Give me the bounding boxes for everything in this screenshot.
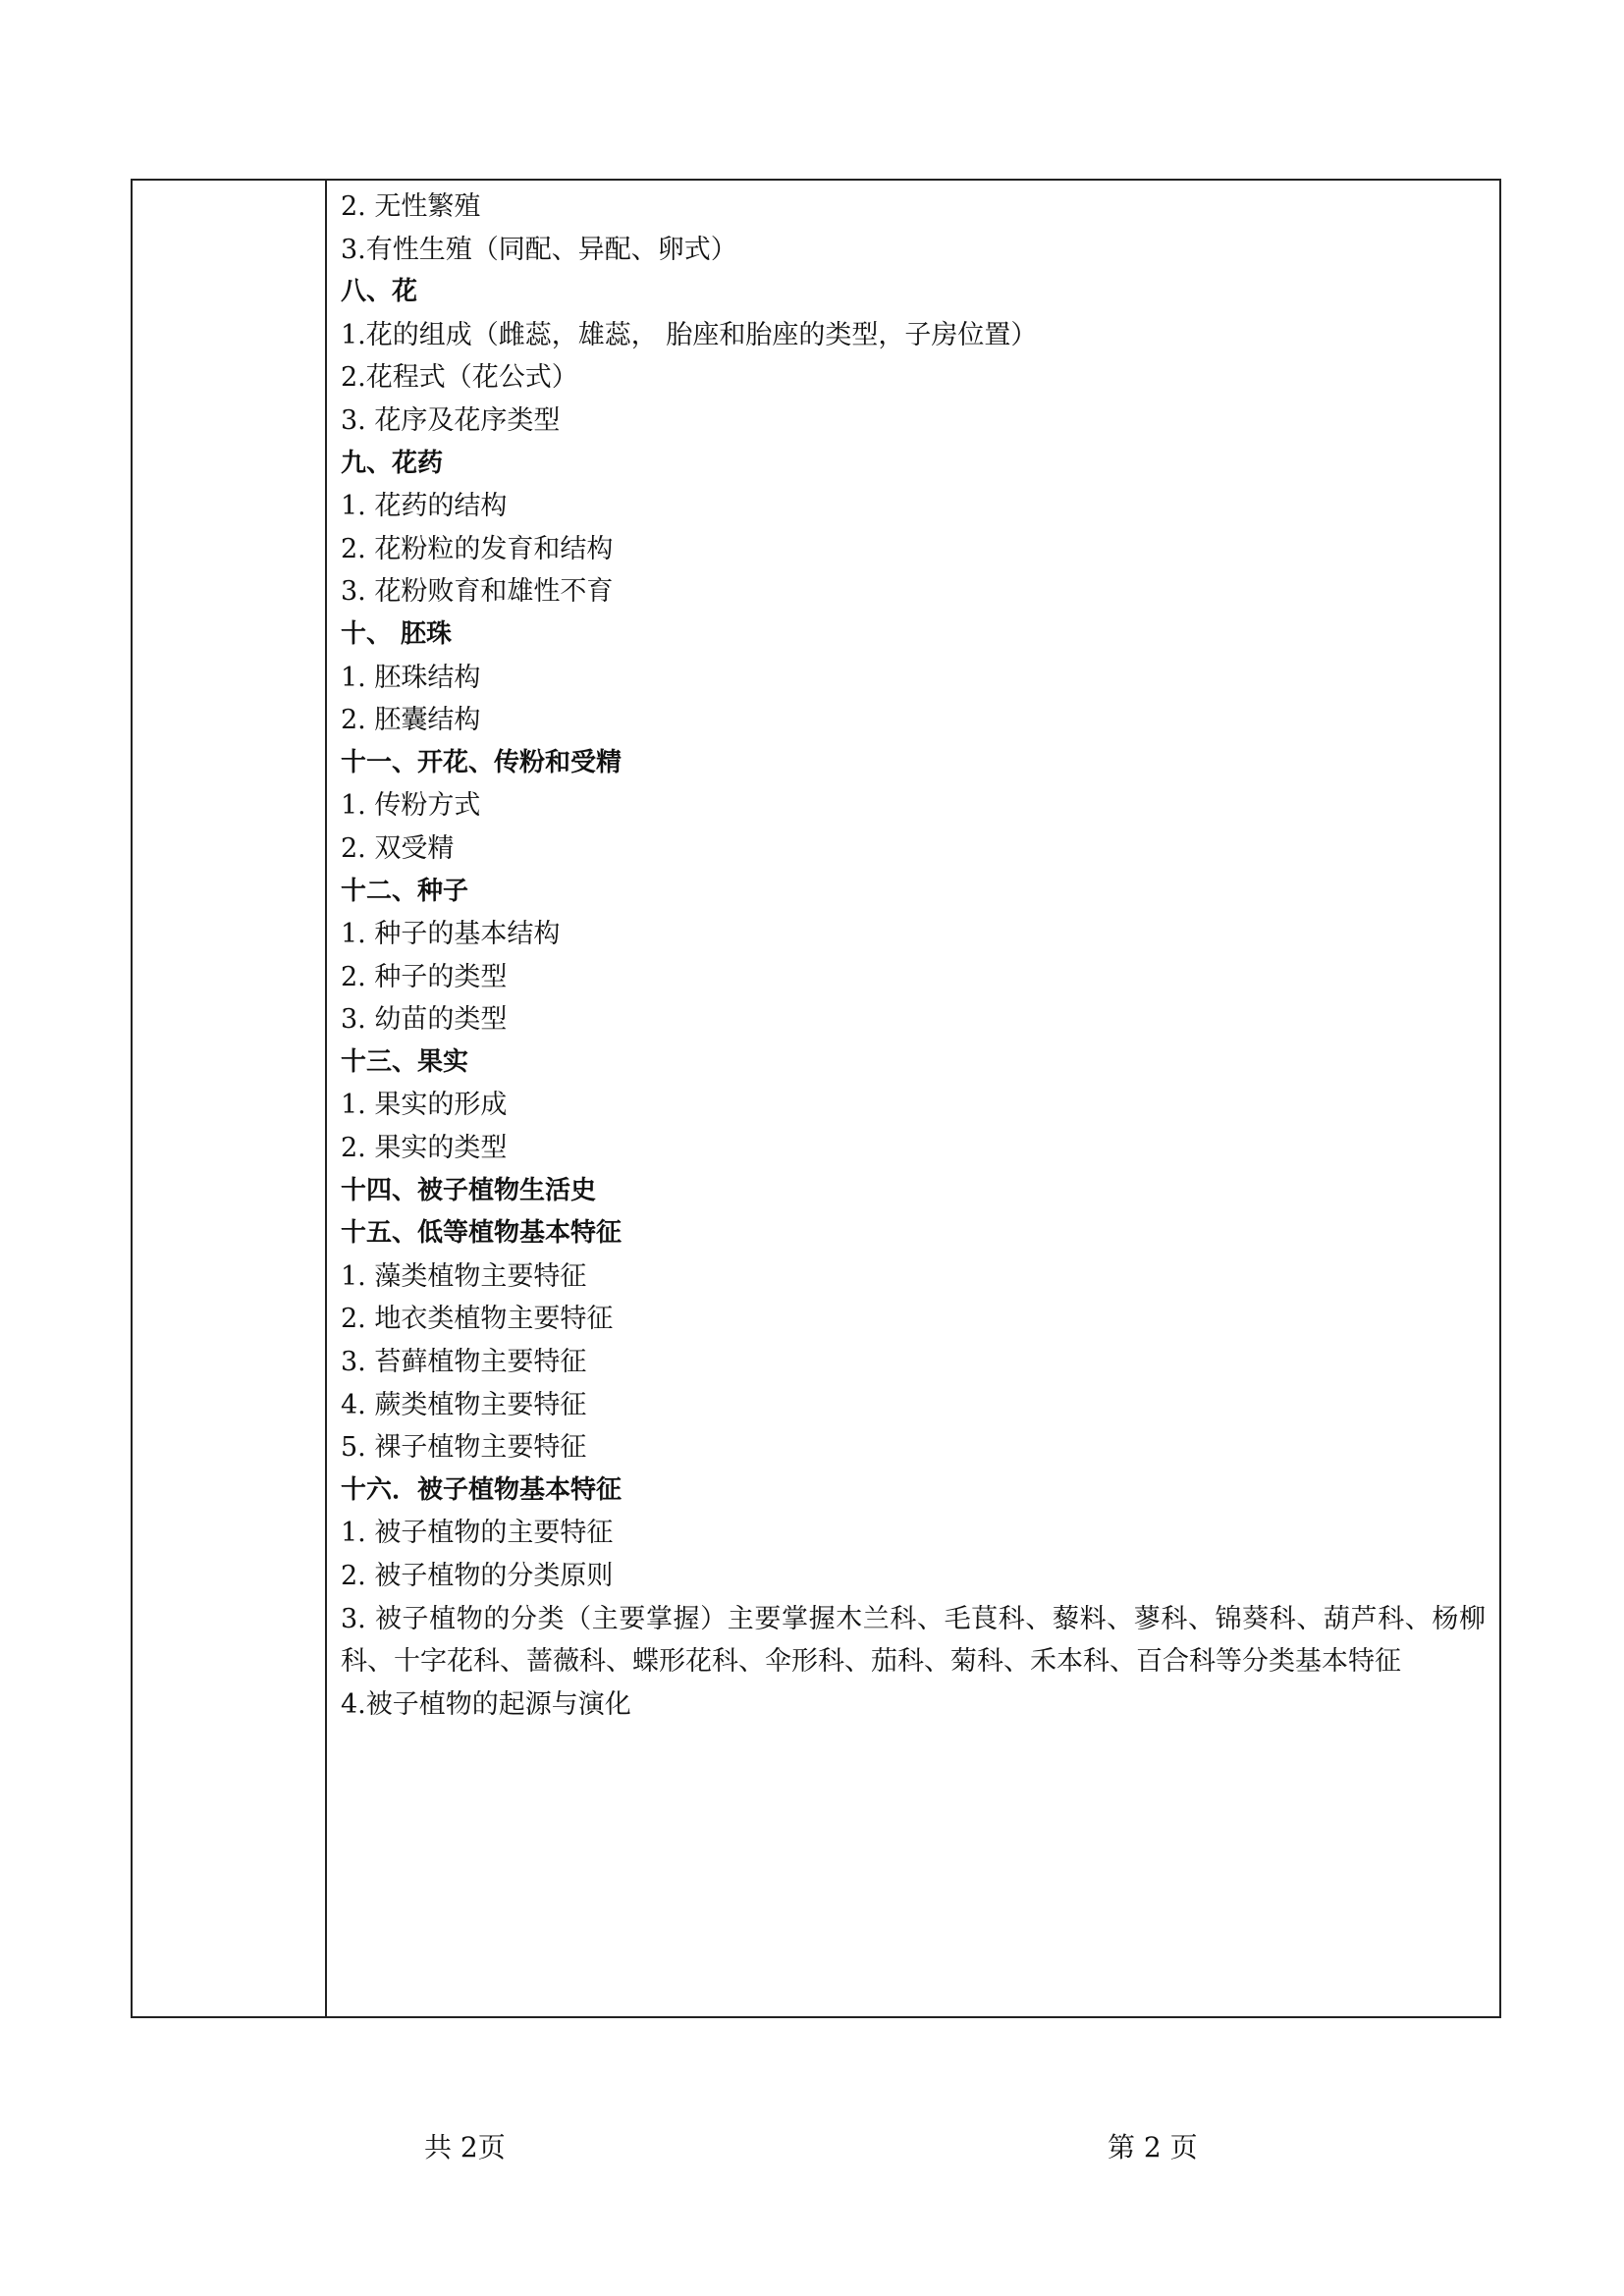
outline-item: 2.花程式（花公式） (341, 362, 578, 394)
section-heading: 十五、低等植物基本特征 (341, 1218, 623, 1249)
section-heading: 十一、开花、传粉和受精 (341, 747, 623, 777)
section-heading: 十二、种子 (341, 876, 469, 906)
section-heading: 九、花药 (341, 448, 444, 478)
outline-item: 4.被子植物的起源与演化 (341, 1688, 631, 1720)
outline-item: 1. 胚珠结构 (341, 662, 481, 693)
table-left-column (133, 181, 327, 2016)
outline-item: 5. 裸子植物主要特征 (341, 1432, 587, 1464)
outline-item: 3.有性生殖（同配、异配、卵式） (341, 234, 737, 265)
outline-item: 1. 被子植物的主要特征 (341, 1518, 614, 1549)
outline-item: 2. 种子的类型 (341, 961, 508, 992)
outline-item: 3. 被子植物的分类（主要掌握）主要掌握木兰科、毛茛科、藜料、蓼科、锦葵科、葫芦科、杨柳科、十字花科、蔷薇科、蝶形花科、伞形科、茄科、菊科、禾本科、百合科等分类基本特征 (341, 1603, 1486, 1678)
outline-item: 2. 地衣类植物主要特征 (341, 1304, 614, 1335)
outline-item: 3. 花序及花序类型 (341, 404, 561, 436)
footer-total-pages: 共 2页 (424, 2131, 506, 2163)
outline-item: 3. 幼苗的类型 (341, 1004, 508, 1036)
footer-page-number: 第 2 页 (1108, 2131, 1198, 2163)
section-heading: 八、花 (341, 277, 418, 307)
table-content-column (329, 181, 1499, 2016)
outline-item: 1. 传粉方式 (341, 790, 481, 822)
section-heading: 十、 胚珠 (341, 618, 453, 649)
outline-item: 2. 花粉粒的发育和结构 (341, 533, 614, 564)
outline-item: 4. 蕨类植物主要特征 (341, 1389, 587, 1420)
outline-item: 1. 果实的形成 (341, 1090, 508, 1121)
outline-item: 1. 藻类植物主要特征 (341, 1260, 587, 1292)
outline-item: 3. 花粉败育和雄性不育 (341, 576, 614, 608)
outline-item: 2. 双受精 (341, 832, 455, 864)
outline-item: 3. 苔藓植物主要特征 (341, 1347, 587, 1378)
outline-item: 2. 胚囊结构 (341, 705, 481, 736)
outline-item: 2. 果实的类型 (341, 1133, 508, 1164)
outline-item: 1. 花药的结构 (341, 491, 508, 522)
outline-item: 1.花的组成（雌蕊，雄蕊， 胎座和胎座的类型，子房位置） (341, 319, 1038, 350)
section-heading: 十六．被子植物基本特征 (341, 1474, 623, 1505)
section-heading: 十四、被子植物生活史 (341, 1175, 597, 1205)
section-heading: 十三、果实 (341, 1046, 469, 1077)
outline-item: 2. 被子植物的分类原则 (341, 1561, 614, 1591)
outline-item: 1. 种子的基本结构 (341, 919, 561, 950)
outline-table (131, 179, 1501, 2018)
outline-item: 2. 无性繁殖 (341, 191, 481, 222)
